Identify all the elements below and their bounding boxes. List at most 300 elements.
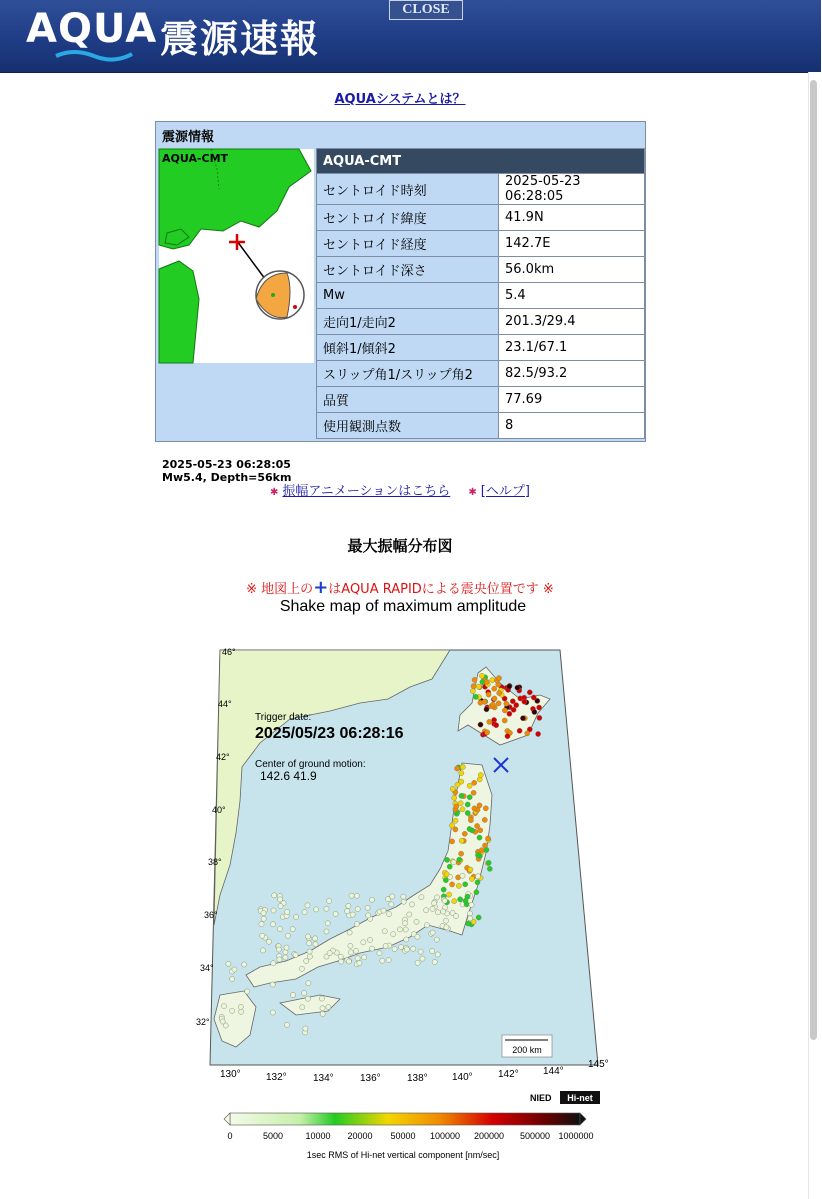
station-dot xyxy=(346,959,351,964)
station-dot xyxy=(469,876,474,881)
station-dot xyxy=(313,936,318,941)
station-dot xyxy=(304,958,309,963)
station-dot xyxy=(527,690,532,695)
station-dot xyxy=(432,959,437,964)
station-dot xyxy=(276,947,281,952)
cmt-row xyxy=(317,361,645,387)
station-dot xyxy=(339,959,344,964)
station-dot xyxy=(305,903,310,908)
station-dot xyxy=(349,893,354,898)
station-dot xyxy=(411,946,416,951)
station-dot xyxy=(468,867,473,872)
star-bullet-icon: ✱ xyxy=(270,487,279,498)
trigger-date-value: 2025/05/23 06:28:16 xyxy=(255,725,404,742)
station-dot xyxy=(386,912,391,917)
station-dot xyxy=(239,1009,244,1014)
station-dot xyxy=(270,922,275,927)
station-dot xyxy=(505,734,510,739)
station-dot xyxy=(270,982,275,987)
station-dot xyxy=(333,911,338,916)
station-dot xyxy=(441,887,446,892)
station-dot xyxy=(271,961,276,966)
station-dot xyxy=(478,722,483,727)
station-dot xyxy=(226,961,231,966)
station-dot xyxy=(443,918,448,923)
close-button[interactable]: CLOSE xyxy=(389,0,463,20)
station-dot xyxy=(325,921,330,926)
station-dot xyxy=(307,949,312,954)
note-text-after: はAQUA RAPIDによる震央位置です ※ xyxy=(328,582,554,597)
station-dot xyxy=(460,764,465,769)
station-dot xyxy=(381,908,386,913)
station-dot xyxy=(391,932,396,937)
station-dot xyxy=(242,962,247,967)
station-dot xyxy=(466,921,471,926)
station-dot xyxy=(284,945,289,950)
source-info-heading: 震源情報 xyxy=(162,130,215,145)
station-dot xyxy=(487,719,492,724)
station-dot xyxy=(420,956,425,961)
station-dot xyxy=(362,955,367,960)
station-dot xyxy=(482,817,487,822)
station-dot xyxy=(327,951,332,956)
station-dot xyxy=(463,882,468,887)
mini-map-label: AQUA-CMT xyxy=(162,152,229,165)
cmt-row-label: セントロイド深さ xyxy=(317,257,499,283)
colorbar-tick: 5000 xyxy=(262,1131,284,1141)
station-dot xyxy=(496,701,501,706)
station-dot xyxy=(458,801,463,806)
cmt-row xyxy=(317,283,645,309)
station-dot xyxy=(220,1019,225,1024)
station-dot xyxy=(453,827,458,832)
station-dot xyxy=(261,911,266,916)
station-dot xyxy=(492,696,497,701)
station-dot xyxy=(319,996,324,1001)
cmt-row xyxy=(317,257,645,283)
colorbar-tick: 500000 xyxy=(519,1131,551,1141)
lon-label: 134° xyxy=(313,1073,334,1084)
station-dot xyxy=(477,835,482,840)
station-dot xyxy=(468,916,473,921)
station-dot xyxy=(476,684,481,689)
station-dot xyxy=(238,1004,243,1009)
cmt-row-value: 23.1/67.1 xyxy=(499,335,645,361)
station-dot xyxy=(457,857,462,862)
station-dot xyxy=(494,723,499,728)
lat-label: 42° xyxy=(216,752,230,762)
station-dot xyxy=(463,898,468,903)
station-dot xyxy=(453,914,458,919)
cmt-row xyxy=(317,309,645,335)
station-dot xyxy=(522,699,527,704)
station-dot xyxy=(459,851,464,856)
station-dot xyxy=(478,772,483,777)
station-dot xyxy=(451,860,456,865)
station-dot xyxy=(404,947,409,952)
station-dot xyxy=(459,771,464,776)
station-dot xyxy=(435,910,440,915)
lon-label: 136° xyxy=(360,1073,381,1084)
plus-marker-icon: + xyxy=(313,577,329,598)
station-dot xyxy=(450,882,455,887)
station-dot xyxy=(459,793,464,798)
station-dot xyxy=(490,702,495,707)
cmt-table-body xyxy=(317,174,645,439)
station-dot xyxy=(484,707,489,712)
station-dot xyxy=(369,897,374,902)
station-dot xyxy=(290,992,295,997)
cmt-row xyxy=(317,387,645,413)
station-dot xyxy=(299,966,304,971)
station-dot xyxy=(460,807,465,812)
station-dot xyxy=(467,795,472,800)
station-dot xyxy=(293,952,298,957)
shake-map-image xyxy=(196,595,620,1170)
cmt-row-value: 82.5/93.2 xyxy=(499,361,645,387)
station-dot xyxy=(409,902,414,907)
station-dot xyxy=(283,955,288,960)
cmt-row-value: 142.7E xyxy=(499,231,645,257)
station-dot xyxy=(465,802,470,807)
station-dot xyxy=(306,981,311,986)
station-dot xyxy=(285,1022,290,1027)
station-dot xyxy=(414,919,419,924)
cmt-row-label: セントロイド時刻 xyxy=(317,174,499,205)
shake-map-figure xyxy=(196,595,620,1170)
station-dot xyxy=(460,873,465,878)
cmt-row xyxy=(317,231,645,257)
station-dot xyxy=(294,914,299,919)
lon-label: 145° xyxy=(588,1059,609,1070)
station-dot xyxy=(283,950,288,955)
wave-logo-icon xyxy=(54,48,134,62)
colorbar-right-arrow-icon xyxy=(580,1113,586,1125)
app-header xyxy=(0,0,821,73)
cmt-row-value: 2025-05-23 06:28:05 xyxy=(499,174,645,205)
cmt-row-label: 使用観測点数 xyxy=(317,413,499,439)
station-dot xyxy=(454,804,459,809)
station-dot xyxy=(430,906,435,911)
station-dot xyxy=(455,766,460,771)
station-dot xyxy=(307,941,312,946)
cmt-row xyxy=(317,174,645,205)
cmt-row-label: スリップ角1/スリップ角2 xyxy=(317,361,499,387)
station-dot xyxy=(377,951,382,956)
station-dot xyxy=(486,860,491,865)
station-dot xyxy=(260,948,265,953)
station-dot xyxy=(245,989,250,994)
lon-label: 130° xyxy=(220,1069,241,1080)
colorbar-left-arrow-icon xyxy=(224,1113,230,1125)
station-dot xyxy=(452,795,457,800)
station-dot xyxy=(475,853,480,858)
station-dot xyxy=(469,902,474,907)
station-dot xyxy=(475,880,480,885)
station-dot xyxy=(278,904,283,909)
station-dot xyxy=(484,679,489,684)
station-dot xyxy=(473,694,478,699)
station-dot xyxy=(361,940,366,945)
station-dot xyxy=(313,942,318,947)
station-dot xyxy=(502,718,507,723)
lon-label: 138° xyxy=(407,1073,428,1084)
station-dot xyxy=(401,899,406,904)
station-dot xyxy=(456,883,461,888)
shake-map-title: Shake map of maximum amplitude xyxy=(279,598,527,615)
lat-label: 44° xyxy=(218,699,232,709)
lat-label: 34° xyxy=(200,963,214,973)
station-dot xyxy=(430,949,435,954)
station-dot xyxy=(277,957,282,962)
station-dot xyxy=(468,818,473,823)
station-dot xyxy=(403,927,408,932)
station-dot xyxy=(266,939,271,944)
colorbar-tick: 100000 xyxy=(429,1131,461,1141)
station-dot xyxy=(278,897,283,902)
nied-badge-text: NIED xyxy=(530,1093,552,1103)
scale-label: 200 km xyxy=(512,1045,542,1055)
cmt-row-label: Mw xyxy=(317,283,499,309)
station-dot xyxy=(302,990,307,995)
lat-label: 38° xyxy=(208,857,222,867)
station-dot xyxy=(537,705,542,710)
station-dot xyxy=(467,783,472,788)
station-dot xyxy=(386,958,391,963)
station-dot xyxy=(397,927,402,932)
station-dot xyxy=(462,831,467,836)
cmt-row xyxy=(317,335,645,361)
lon-label: 144° xyxy=(543,1066,564,1077)
links-row xyxy=(0,480,800,499)
station-dot xyxy=(471,684,476,689)
station-dot xyxy=(346,903,351,908)
station-dot xyxy=(345,909,350,914)
section-title: 最大振幅分布図 xyxy=(347,537,453,555)
station-dot xyxy=(442,898,447,903)
lon-label: 140° xyxy=(452,1072,473,1083)
station-dot xyxy=(392,946,397,951)
station-dot xyxy=(441,909,446,914)
station-dot xyxy=(471,790,476,795)
station-dot xyxy=(467,911,472,916)
station-dot xyxy=(447,864,452,869)
station-dot xyxy=(221,1004,226,1009)
station-dot xyxy=(472,806,477,811)
station-dot xyxy=(314,907,319,912)
note-text-before: ※ 地図上の xyxy=(246,582,314,597)
station-dot xyxy=(477,803,482,808)
station-dot xyxy=(324,906,329,911)
station-dot xyxy=(382,929,387,934)
station-dot xyxy=(447,892,452,897)
lat-label: 32° xyxy=(196,1017,210,1027)
station-dot xyxy=(272,893,277,898)
station-dot xyxy=(537,715,542,720)
station-dot xyxy=(261,916,266,921)
cmt-row-label: 走向1/走向2 xyxy=(317,309,499,335)
station-dot xyxy=(434,895,439,900)
colorbar-tick: 20000 xyxy=(347,1131,373,1141)
station-dot xyxy=(502,708,507,713)
station-dot xyxy=(475,874,480,879)
station-dot xyxy=(389,902,394,907)
station-dot xyxy=(450,839,455,844)
trigger-date-label: Trigger date: xyxy=(255,712,312,723)
station-dot xyxy=(418,949,423,954)
station-dot xyxy=(302,910,307,915)
station-dot xyxy=(366,913,371,918)
station-dot xyxy=(350,912,355,917)
station-dot xyxy=(479,673,484,678)
hokkaido-map-image xyxy=(159,149,314,363)
about-aqua-link[interactable]: AQUAシステムとは？ xyxy=(334,92,466,107)
station-dot xyxy=(260,933,265,938)
cmt-table xyxy=(316,148,645,439)
source-info-panel xyxy=(155,121,646,484)
station-dot xyxy=(271,908,276,913)
station-dot xyxy=(492,686,497,691)
station-dot xyxy=(482,843,487,848)
lat-label: 46° xyxy=(222,647,236,657)
station-dot xyxy=(486,692,491,697)
station-dot xyxy=(402,921,407,926)
cmt-row xyxy=(317,413,645,439)
station-dot xyxy=(450,786,455,791)
station-dot xyxy=(430,930,435,935)
cmt-mini-map xyxy=(159,149,314,363)
cmt-row-label: セントロイド経度 xyxy=(317,231,499,257)
station-dot xyxy=(355,956,360,961)
station-dot xyxy=(320,1011,325,1016)
station-dot xyxy=(338,954,343,959)
station-dot xyxy=(507,711,512,716)
cmt-row-label: セントロイド緯度 xyxy=(317,205,499,231)
station-dot xyxy=(479,848,484,853)
station-dot xyxy=(415,934,420,939)
colorbar-tick: 0 xyxy=(227,1131,233,1141)
cmt-row-value: 5.4 xyxy=(499,283,645,309)
cmt-row-value: 41.9N xyxy=(499,205,645,231)
station-dot xyxy=(485,730,490,735)
station-dot xyxy=(230,1008,235,1013)
station-dot xyxy=(483,806,488,811)
station-dot xyxy=(467,826,472,831)
station-dot xyxy=(277,926,282,931)
station-dot xyxy=(497,690,502,695)
aqua-logo-text: AQUA xyxy=(26,6,158,52)
cmt-row-value: 56.0km xyxy=(499,257,645,283)
station-dot xyxy=(424,908,429,913)
station-dot xyxy=(354,893,359,898)
station-dot xyxy=(444,925,449,930)
colorbar-caption: 1sec RMS of Hi-net vertical component [nm/sec] xyxy=(306,1150,500,1160)
station-dot xyxy=(507,684,512,689)
station-dot xyxy=(452,899,457,904)
cmt-row-label: 傾斜1/傾斜2 xyxy=(317,335,499,361)
station-dot xyxy=(435,952,440,957)
station-dot xyxy=(486,836,491,841)
station-dot xyxy=(285,909,290,914)
station-dot xyxy=(472,677,477,682)
station-dot xyxy=(259,922,264,927)
station-dot xyxy=(270,1010,275,1015)
station-dot xyxy=(458,897,463,902)
station-dot xyxy=(487,866,492,871)
station-dot xyxy=(465,810,470,815)
station-dot xyxy=(327,898,332,903)
station-dot xyxy=(415,960,420,965)
station-dot xyxy=(305,996,310,1001)
station-dot xyxy=(380,958,385,963)
station-dot xyxy=(369,946,374,951)
station-dot xyxy=(347,930,352,935)
colorbar-tick: 1000000 xyxy=(558,1131,594,1141)
station-dot xyxy=(444,872,449,877)
station-dot xyxy=(285,933,290,938)
caption-magnitude-depth: Mw5.4, Depth=56km xyxy=(162,471,292,484)
cmt-row-value: 77.69 xyxy=(499,387,645,413)
lon-label: 132° xyxy=(266,1072,287,1083)
station-dot xyxy=(431,901,436,906)
cmt-row-value: 201.3/29.4 xyxy=(499,309,645,335)
station-dot xyxy=(303,1026,308,1031)
cmt-row xyxy=(317,205,645,231)
station-dot xyxy=(445,857,450,862)
lat-label: 36° xyxy=(204,910,218,920)
station-dot xyxy=(517,728,522,733)
station-dot xyxy=(354,921,359,926)
scrollbar-thumb[interactable] xyxy=(810,80,817,1040)
logo-title-kanji: 震源速報 xyxy=(160,17,321,61)
station-dot xyxy=(504,701,509,706)
colorbar-ticks xyxy=(227,1131,593,1141)
station-dot xyxy=(520,716,525,721)
station-dot xyxy=(419,895,424,900)
station-dot xyxy=(476,915,481,920)
station-dot xyxy=(383,944,388,949)
station-dot xyxy=(326,1005,331,1010)
station-dot xyxy=(515,685,520,690)
station-dot xyxy=(470,689,475,694)
station-dot xyxy=(531,695,536,700)
colorbar xyxy=(230,1113,580,1125)
station-dot xyxy=(424,923,429,928)
lon-label: 142° xyxy=(498,1069,519,1080)
station-dot xyxy=(353,948,358,953)
station-dot xyxy=(357,961,362,966)
station-dot xyxy=(514,703,519,708)
station-dot xyxy=(496,676,501,681)
station-dot xyxy=(455,782,460,787)
amplitude-animation-link[interactable]: 振幅アニメーションはこちら xyxy=(282,484,451,499)
station-dot xyxy=(407,912,412,917)
station-dot xyxy=(290,927,295,932)
station-dot xyxy=(305,934,310,939)
station-dot xyxy=(475,823,480,828)
station-dot xyxy=(365,905,370,910)
help-link[interactable]: [ヘルプ] xyxy=(480,484,530,499)
station-dot xyxy=(525,731,530,736)
station-dot xyxy=(324,929,329,934)
station-dot xyxy=(532,709,537,714)
station-dot xyxy=(348,950,353,955)
scale-bar xyxy=(502,1035,552,1057)
station-dot xyxy=(300,1005,305,1010)
station-dot xyxy=(348,943,353,948)
station-dot xyxy=(443,878,448,883)
station-dot xyxy=(307,954,312,959)
